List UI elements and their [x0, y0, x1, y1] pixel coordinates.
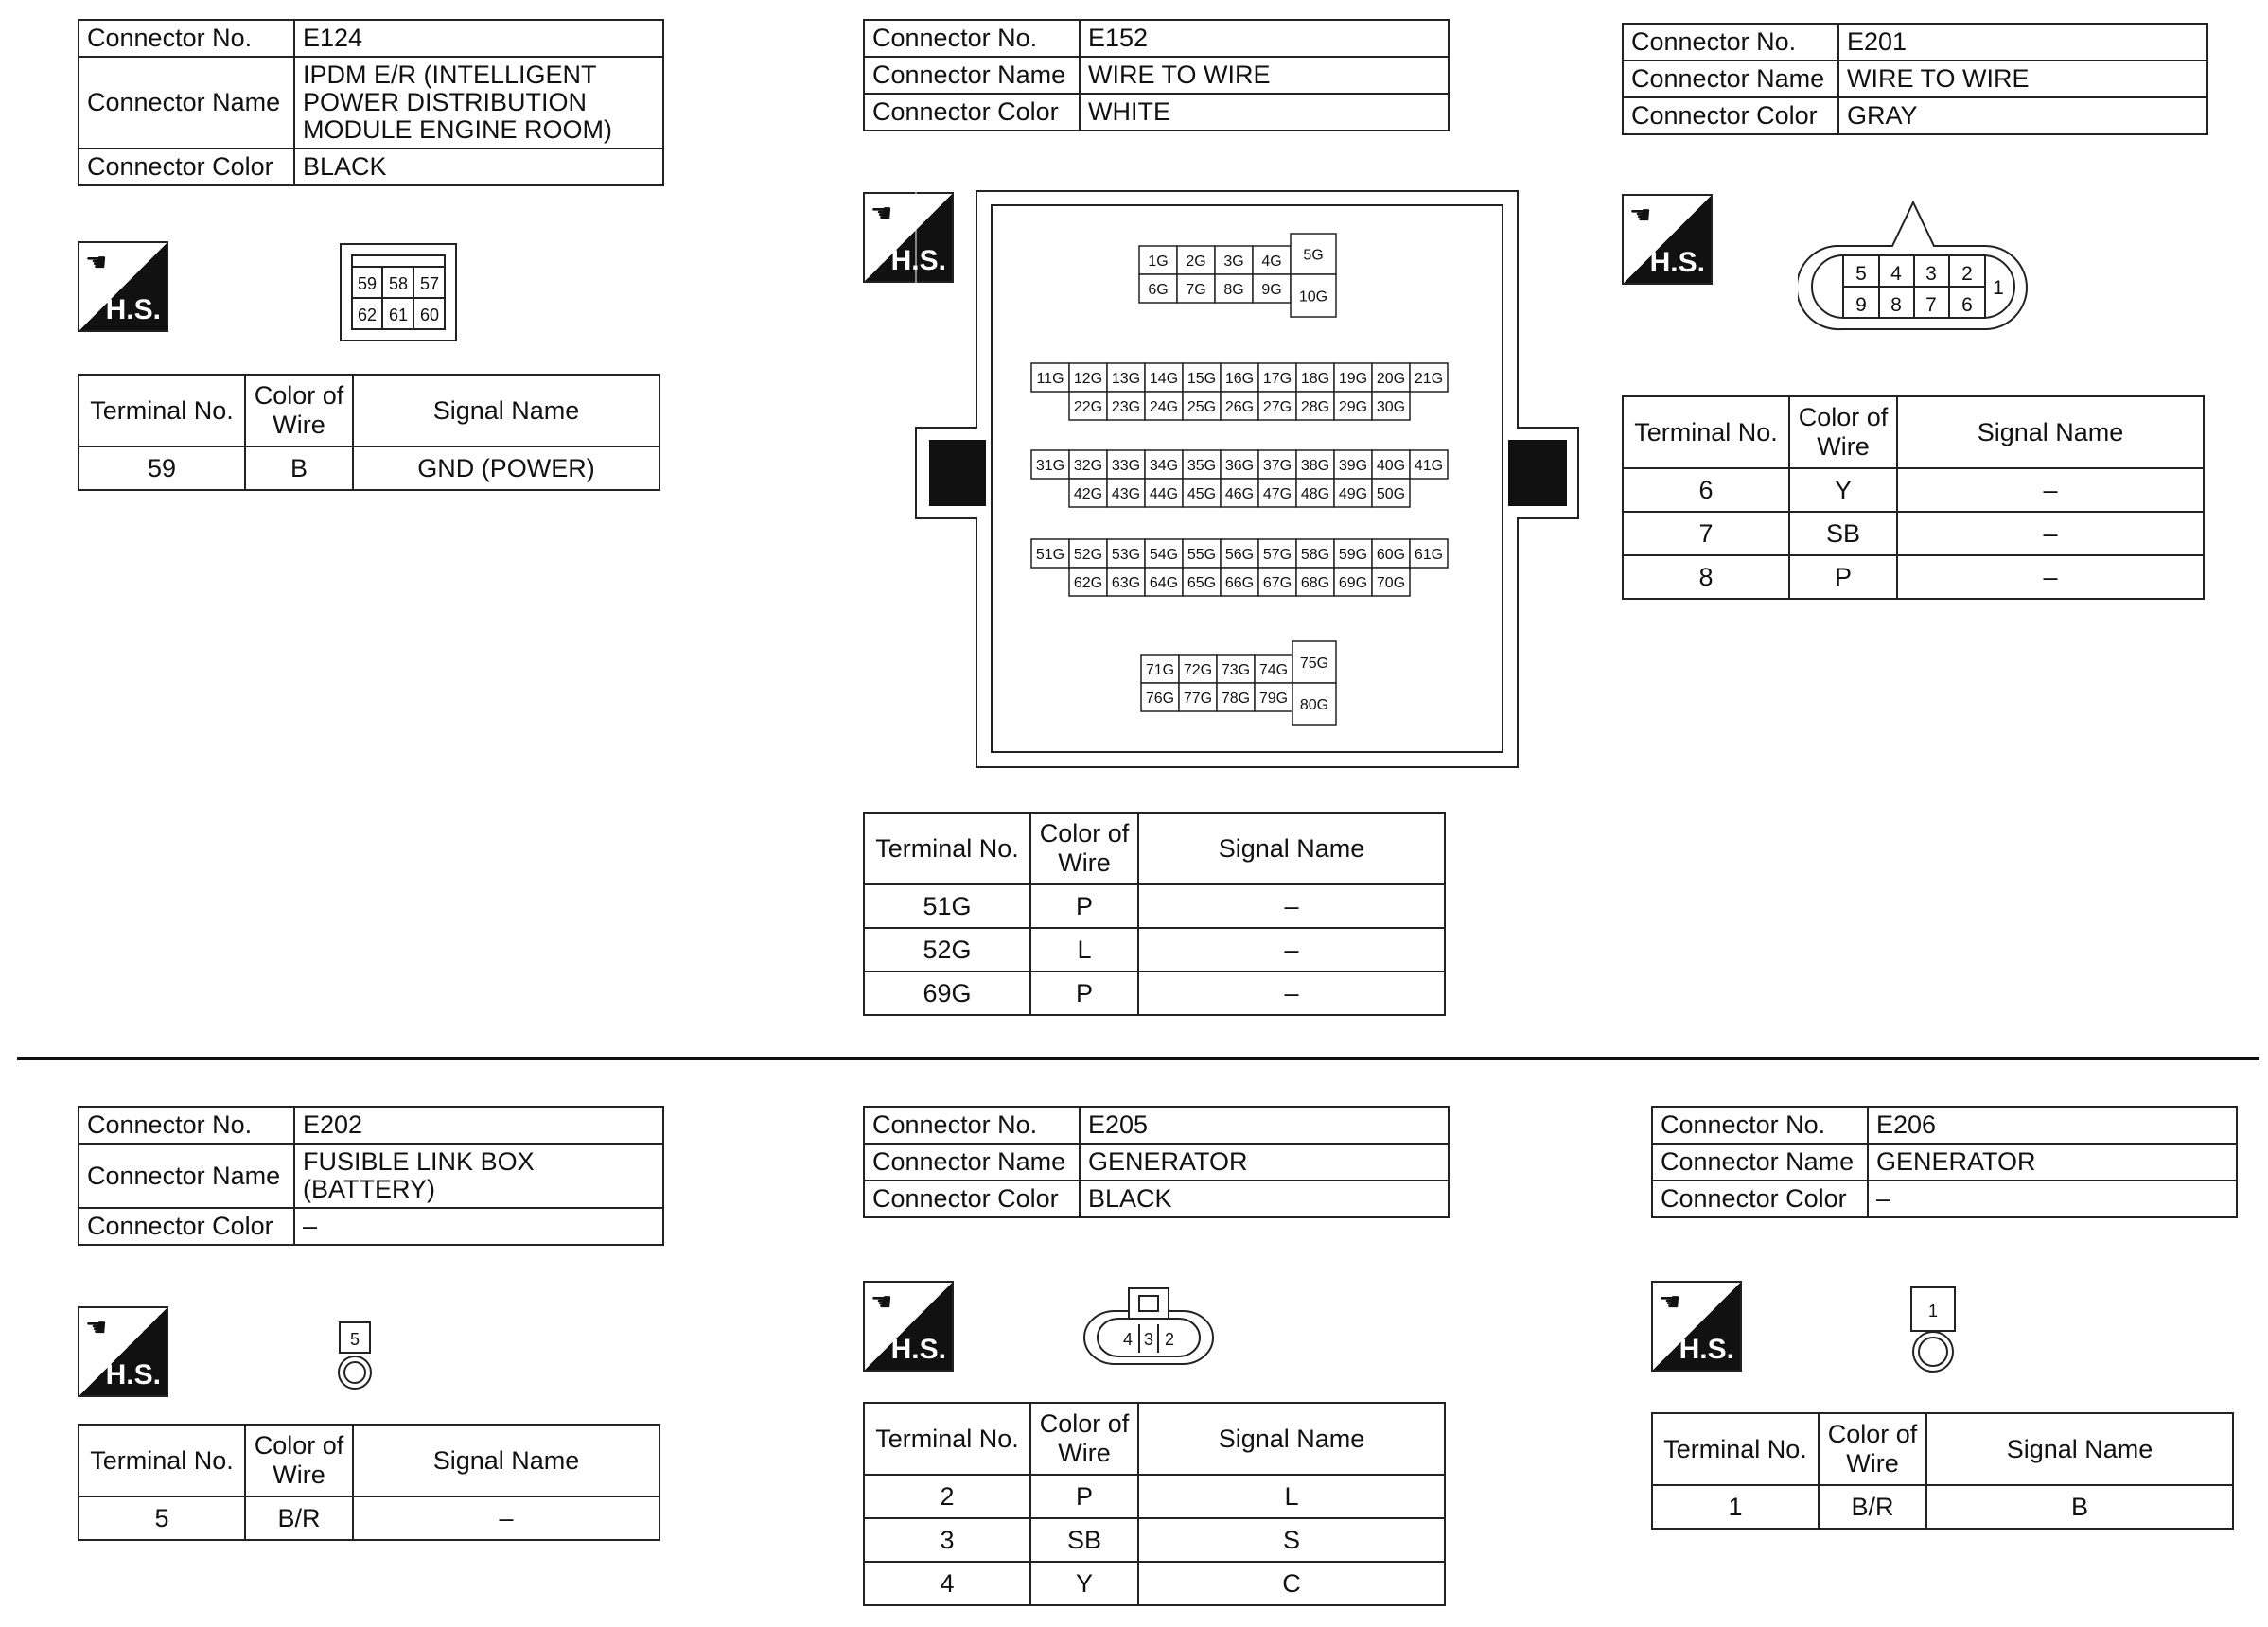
label-connector-color: Connector Color — [79, 149, 294, 185]
hs-label: H.S. — [1649, 247, 1705, 278]
hand-icon: ☚ — [85, 1314, 108, 1342]
pin-label: 18G — [1300, 371, 1330, 387]
label-connector-color: Connector Color — [864, 1181, 1080, 1217]
pin-label: 34G — [1149, 458, 1179, 474]
terminal-cell: 1 — [1652, 1485, 1819, 1529]
connector-name-value: GENERATOR — [1868, 1144, 2237, 1181]
terminal-cell: 59 — [79, 446, 245, 490]
terminal-cell: 69G — [864, 971, 1030, 1015]
terminal-cell: 51G — [864, 884, 1030, 928]
wire-cell: P — [1789, 555, 1897, 599]
pin-label: 75G — [1299, 656, 1329, 672]
header-line: Wire — [1058, 848, 1111, 877]
connector-info-table — [78, 1106, 664, 1246]
pin-label: 37G — [1262, 458, 1292, 474]
connector-name-value — [294, 57, 663, 149]
header-line: Wire — [1058, 1439, 1111, 1467]
connector-color-value: – — [1868, 1181, 2237, 1217]
connector-no-value: E202 — [294, 1107, 663, 1144]
terminal-no-header: Terminal No. — [79, 375, 245, 446]
pin-label: 45G — [1187, 486, 1217, 502]
pin-label: 69G — [1338, 575, 1368, 591]
pin-label: 36G — [1224, 458, 1255, 474]
pin-label: 3 — [1925, 263, 1937, 285]
table-row — [1652, 1485, 2233, 1529]
connector-no-value: E152 — [1080, 20, 1449, 57]
pin-label: 5 — [1855, 263, 1867, 285]
pin-label: 8G — [1223, 282, 1244, 298]
pin-label: 10G — [1298, 289, 1328, 306]
pin-label: 61G — [1414, 547, 1444, 563]
label-connector-color: Connector Color — [1652, 1181, 1868, 1217]
wire-cell: B/R — [1819, 1485, 1926, 1529]
label-connector-name: Connector Name — [1623, 61, 1838, 97]
pin-label: 4 — [1890, 263, 1902, 285]
table-row — [79, 446, 659, 490]
terminal-cell: 3 — [864, 1518, 1030, 1562]
label-connector-color: Connector Color — [864, 94, 1080, 131]
terminal-no-header: Terminal No. — [864, 1403, 1030, 1475]
hs-harness-side-icon — [78, 1306, 168, 1397]
signal-name-header: Signal Name — [1138, 813, 1445, 884]
pin-label: 7G — [1186, 282, 1206, 298]
pin-label: 77G — [1183, 691, 1213, 707]
terminal-cell: 4 — [864, 1562, 1030, 1605]
pin-label: 57G — [1262, 547, 1292, 563]
connector-e202-face — [333, 1319, 378, 1396]
pin-label: 25G — [1187, 399, 1217, 415]
pin-label: 64G — [1149, 575, 1179, 591]
connector-name-value: GENERATOR — [1080, 1144, 1449, 1181]
pin-label: 14G — [1149, 371, 1179, 387]
pin-label: 54G — [1149, 547, 1179, 563]
hand-icon: ☚ — [870, 200, 893, 228]
pin-label: 40G — [1376, 458, 1406, 474]
pin-label: 58 — [388, 274, 409, 293]
terminal-no-header: Terminal No. — [864, 813, 1030, 884]
pin-label: 2G — [1186, 254, 1206, 270]
pin-label: 30G — [1376, 399, 1406, 415]
terminal-cell: 2 — [864, 1475, 1030, 1518]
pin-label: 60G — [1376, 547, 1406, 563]
terminal-table — [1651, 1412, 2234, 1530]
connector-color-value: WHITE — [1080, 94, 1449, 131]
connector-name-line: POWER DISTRIBUTION — [303, 88, 588, 116]
pin-label: 16G — [1224, 371, 1255, 387]
connector-no-value: E206 — [1868, 1107, 2237, 1144]
connector-info-table — [1651, 1106, 2238, 1218]
signal-cell: S — [1138, 1518, 1445, 1562]
table-row — [1623, 555, 2204, 599]
pin-label: 20G — [1376, 371, 1406, 387]
pin-label: 68G — [1300, 575, 1330, 591]
label-connector-color: Connector Color — [79, 1208, 294, 1245]
signal-cell: – — [1897, 468, 2204, 512]
pin-label: 63G — [1111, 575, 1141, 591]
connector-e205-face — [1079, 1283, 1219, 1368]
wire-cell: B — [245, 446, 353, 490]
pin-label: 51G — [1035, 547, 1065, 563]
terminal-no-header: Terminal No. — [1623, 396, 1789, 468]
pin-label: 62 — [357, 306, 378, 324]
table-row — [864, 1562, 1445, 1605]
pin-label: 15G — [1187, 371, 1217, 387]
pin-label: 66G — [1224, 575, 1255, 591]
pin-label: 72G — [1183, 662, 1213, 678]
label-connector-no: Connector No. — [1623, 24, 1838, 61]
header-line: Wire — [273, 1461, 325, 1489]
connector-color-value: GRAY — [1838, 97, 2207, 134]
pin-label: 13G — [1111, 371, 1141, 387]
label-connector-name: Connector Name — [79, 1144, 294, 1208]
pin-label: 60 — [419, 306, 440, 324]
pin-label: 4G — [1261, 254, 1282, 270]
signal-cell: – — [1897, 512, 2204, 555]
connector-e206-face — [1908, 1284, 1960, 1374]
pin-label: 9G — [1261, 282, 1282, 298]
pin-label: 9 — [1855, 294, 1867, 316]
hs-label: H.S. — [105, 294, 161, 325]
color-of-wire-header — [245, 1425, 353, 1496]
pin-label: 3G — [1223, 254, 1244, 270]
pin-label: 2 — [1961, 263, 1973, 285]
connector-name-value — [294, 1144, 663, 1208]
pin-label: 17G — [1262, 371, 1292, 387]
terminal-table — [863, 1402, 1446, 1606]
terminal-no-header: Terminal No. — [79, 1425, 245, 1496]
table-row — [864, 1518, 1445, 1562]
connector-name-line: FUSIBLE LINK BOX — [303, 1147, 535, 1176]
pin-label: 78G — [1221, 691, 1251, 707]
connector-info-table — [1622, 23, 2208, 135]
header-line: Color of — [1798, 403, 1889, 431]
pin-label: 12G — [1073, 371, 1103, 387]
pin-label: 65G — [1187, 575, 1217, 591]
connector-e124-face — [339, 242, 458, 342]
connector-no-value: E124 — [294, 20, 663, 57]
pin-label: 31G — [1035, 458, 1065, 474]
header-line: Wire — [1846, 1449, 1899, 1478]
terminal-table — [863, 812, 1446, 1016]
pin-label: 73G — [1221, 662, 1251, 678]
pin-label: 6G — [1148, 282, 1169, 298]
label-connector-name: Connector Name — [864, 1144, 1080, 1181]
pin-label: 7 — [1925, 294, 1937, 316]
pin-label: 80G — [1299, 697, 1329, 713]
label-connector-name: Connector Name — [864, 57, 1080, 94]
hand-icon: ☚ — [85, 249, 108, 277]
connector-color-value: BLACK — [294, 149, 663, 185]
connector-no-value: E201 — [1838, 24, 2207, 61]
hs-harness-side-icon — [863, 1281, 954, 1372]
header-line: Color of — [254, 1431, 344, 1460]
connector-info-table — [863, 1106, 1450, 1218]
pin-label: 49G — [1338, 486, 1368, 502]
pin-label: 48G — [1300, 486, 1330, 502]
pin-label: 33G — [1111, 458, 1141, 474]
terminal-cell: 6 — [1623, 468, 1789, 512]
hs-harness-side-icon — [1622, 194, 1713, 285]
signal-name-header: Signal Name — [353, 375, 659, 446]
signal-cell: – — [1138, 928, 1445, 971]
wire-cell: P — [1030, 971, 1138, 1015]
wire-cell: L — [1030, 928, 1138, 971]
signal-cell: – — [1138, 971, 1445, 1015]
pin-label: 79G — [1258, 691, 1289, 707]
signal-name-header: Signal Name — [1138, 1403, 1445, 1475]
pin-label: 22G — [1073, 399, 1103, 415]
pin-label: 61 — [388, 306, 409, 324]
header-line: Color of — [254, 381, 344, 410]
table-row — [864, 1475, 1445, 1518]
signal-name-header: Signal Name — [1926, 1413, 2233, 1485]
pin-label: 46G — [1224, 486, 1255, 502]
table-row — [864, 928, 1445, 971]
wire-cell: Y — [1789, 468, 1897, 512]
header-line: Wire — [273, 411, 325, 439]
signal-cell: – — [1897, 555, 2204, 599]
signal-cell: B — [1926, 1485, 2233, 1529]
signal-cell: C — [1138, 1562, 1445, 1605]
signal-cell: – — [1138, 884, 1445, 928]
pin-label: 52G — [1073, 547, 1103, 563]
label-connector-no: Connector No. — [79, 1107, 294, 1144]
color-of-wire-header — [1819, 1413, 1926, 1485]
wire-cell: P — [1030, 884, 1138, 928]
connector-name-line: (BATTERY) — [303, 1175, 436, 1203]
hs-label: H.S. — [105, 1359, 161, 1391]
pin-label: 55G — [1187, 547, 1217, 563]
connector-name-value: WIRE TO WIRE — [1080, 57, 1449, 94]
pin-label: 8 — [1890, 294, 1902, 316]
table-row — [79, 1496, 659, 1540]
connector-color-value: BLACK — [1080, 1181, 1449, 1217]
hs-label: H.S. — [1679, 1334, 1734, 1365]
terminal-table — [78, 374, 660, 491]
pin-label: 11G — [1036, 371, 1064, 387]
hand-icon: ☚ — [870, 1288, 893, 1317]
pin-label: 76G — [1145, 691, 1175, 707]
label-connector-name: Connector Name — [1652, 1144, 1868, 1181]
label-connector-color: Connector Color — [1623, 97, 1838, 134]
connector-name-value: WIRE TO WIRE — [1838, 61, 2207, 97]
pin-label: 58G — [1300, 547, 1330, 563]
table-row — [864, 884, 1445, 928]
pin-label: 71G — [1145, 662, 1175, 678]
section-divider — [17, 1057, 2259, 1060]
label-connector-no: Connector No. — [864, 20, 1080, 57]
pin-label: 3 — [1143, 1330, 1154, 1349]
terminal-table — [1622, 395, 2205, 600]
label-connector-name: Connector Name — [79, 57, 294, 149]
header-line: Color of — [1039, 1409, 1130, 1438]
pin-label: 67G — [1262, 575, 1292, 591]
terminal-no-header: Terminal No. — [1652, 1413, 1819, 1485]
hand-icon: ☚ — [1659, 1288, 1681, 1317]
signal-cell: – — [353, 1496, 659, 1540]
pin-label: 41G — [1414, 458, 1444, 474]
connector-e152-face — [914, 189, 1582, 771]
connector-name-line: IPDM E/R (INTELLIGENT — [303, 61, 597, 89]
connector-e201-face — [1798, 197, 2031, 337]
pin-label: 70G — [1376, 575, 1406, 591]
pin-label: 53G — [1111, 547, 1141, 563]
wire-cell: P — [1030, 1475, 1138, 1518]
hand-icon: ☚ — [1629, 201, 1652, 230]
terminal-cell: 5 — [79, 1496, 245, 1540]
pin-label: 47G — [1262, 486, 1292, 502]
signal-cell: GND (POWER) — [353, 446, 659, 490]
pin-label: 56G — [1224, 547, 1255, 563]
color-of-wire-header — [1030, 1403, 1138, 1475]
terminal-cell: 52G — [864, 928, 1030, 971]
wire-cell: SB — [1789, 512, 1897, 555]
header-line: Wire — [1817, 432, 1870, 461]
pin-label: 23G — [1111, 399, 1141, 415]
pin-label: 43G — [1111, 486, 1141, 502]
hs-harness-side-icon — [78, 241, 168, 332]
pin-label: 74G — [1258, 662, 1289, 678]
connector-no-value: E205 — [1080, 1107, 1449, 1144]
table-row — [1623, 512, 2204, 555]
signal-name-header: Signal Name — [353, 1425, 659, 1496]
pin-label: 50G — [1376, 486, 1406, 502]
connector-color-value: – — [294, 1208, 663, 1245]
connector-info-table — [863, 19, 1450, 131]
color-of-wire-header — [1789, 396, 1897, 468]
wire-cell: Y — [1030, 1562, 1138, 1605]
pin-label: 21G — [1414, 371, 1444, 387]
wire-cell: B/R — [245, 1496, 353, 1540]
label-connector-no: Connector No. — [864, 1107, 1080, 1144]
pin-label: 28G — [1300, 399, 1330, 415]
hs-harness-side-icon — [1651, 1281, 1742, 1372]
wire-cell: SB — [1030, 1518, 1138, 1562]
terminal-table — [78, 1424, 660, 1541]
pin-label: 32G — [1073, 458, 1103, 474]
pin-label: 26G — [1224, 399, 1255, 415]
pin-label: 5 — [349, 1330, 360, 1349]
pin-label: 24G — [1149, 399, 1179, 415]
table-row — [864, 971, 1445, 1015]
pin-label: 39G — [1338, 458, 1368, 474]
pin-label: 35G — [1187, 458, 1217, 474]
color-of-wire-header — [245, 375, 353, 446]
connector-name-line: MODULE ENGINE ROOM) — [303, 115, 613, 144]
pin-label: 59G — [1338, 547, 1368, 563]
signal-name-header: Signal Name — [1897, 396, 2204, 468]
pin-label: 44G — [1149, 486, 1179, 502]
pin-label: 59 — [357, 274, 378, 293]
connector-info-table — [78, 19, 664, 186]
color-of-wire-header — [1030, 813, 1138, 884]
terminal-cell: 8 — [1623, 555, 1789, 599]
hs-label: H.S. — [890, 1334, 946, 1365]
pin-label: 57 — [419, 274, 440, 293]
table-row — [1623, 468, 2204, 512]
header-line: Color of — [1039, 819, 1130, 848]
pin-label: 6 — [1961, 294, 1973, 316]
pin-label: 62G — [1073, 575, 1103, 591]
pin-label: 42G — [1073, 486, 1103, 502]
label-connector-no: Connector No. — [1652, 1107, 1868, 1144]
pin-label: 1G — [1148, 254, 1169, 270]
pin-label: 19G — [1338, 371, 1368, 387]
header-line: Color of — [1827, 1420, 1918, 1448]
pin-label: 5G — [1303, 247, 1324, 264]
pin-label: 38G — [1300, 458, 1330, 474]
terminal-cell: 7 — [1623, 512, 1789, 555]
hs-label: H.S. — [890, 245, 946, 276]
pin-label: 1 — [1927, 1302, 1939, 1321]
signal-cell: L — [1138, 1475, 1445, 1518]
label-connector-no: Connector No. — [79, 20, 294, 57]
pin-label: 29G — [1338, 399, 1368, 415]
pin-label: 2 — [1164, 1330, 1175, 1349]
pin-label: 1 — [1993, 277, 2004, 299]
pin-label: 4 — [1122, 1330, 1134, 1349]
pin-label: 27G — [1262, 399, 1292, 415]
